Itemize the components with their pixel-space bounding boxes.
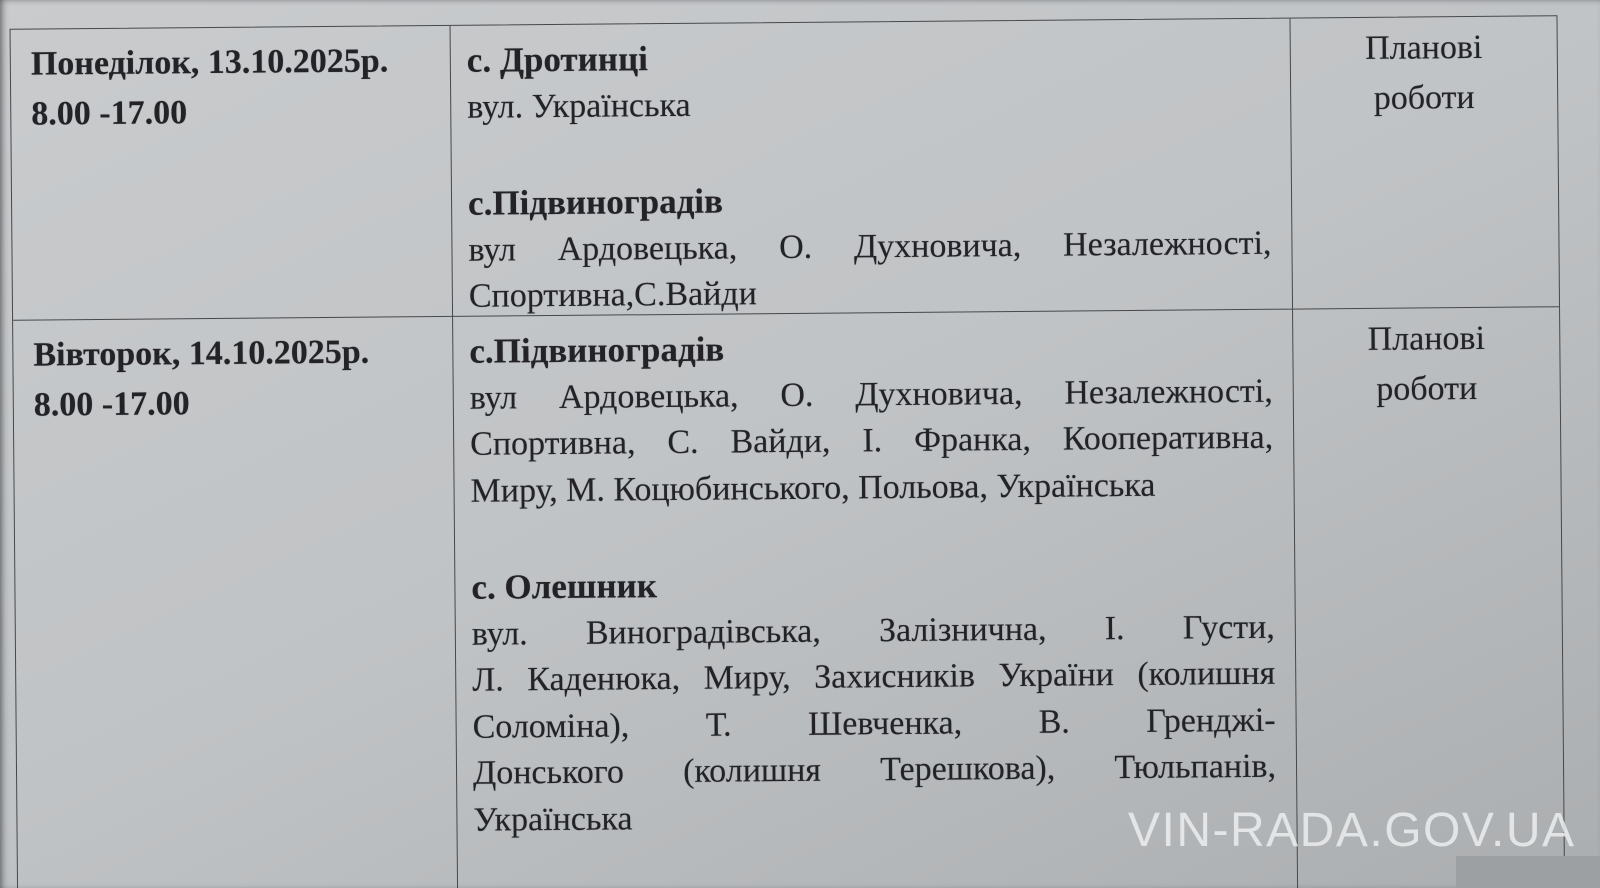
village-name: с.Підвиноградів bbox=[467, 181, 724, 223]
village-name: с.Підвиноградів bbox=[469, 329, 725, 371]
work-type-line: Планові bbox=[1364, 28, 1483, 67]
photo-corner-shade bbox=[1456, 856, 1600, 888]
street-line: Спортивна, С. Вайди, І. Франка, Кооперативна, bbox=[470, 418, 1274, 463]
work-type-line: роботи bbox=[1376, 369, 1478, 408]
location-block bbox=[467, 31, 1271, 131]
locations-cell bbox=[451, 19, 1294, 317]
date-line: Вівторок, 14.10.2025р. bbox=[33, 333, 370, 374]
street-line: Донського (колишня Терешкова), Тюльпанів, bbox=[472, 747, 1277, 792]
work-type-line: роботи bbox=[1373, 78, 1475, 117]
street-line: вул. Українська bbox=[467, 86, 691, 126]
time-line: 8.00 -17.00 bbox=[33, 385, 190, 424]
street-line: вул Ардовецька, О. Духновича, Незалежності, bbox=[468, 224, 1272, 269]
street-line: вул. Виноградівська, Залізнична, І. Густи, bbox=[471, 608, 1275, 653]
location-block bbox=[471, 558, 1276, 844]
street-line: Соломіна), Т. Шевченка, В. Гренджі- bbox=[472, 701, 1276, 746]
location-block bbox=[469, 322, 1274, 515]
village-name: с. Олешник bbox=[471, 566, 658, 607]
work-type-cell bbox=[1293, 307, 1565, 888]
date-line: Понеділок, 13.10.2025р. bbox=[30, 42, 389, 83]
date-cell bbox=[13, 317, 459, 888]
watermark: VIN-RADA.GOV.UA bbox=[1128, 804, 1576, 857]
street-line: вул Ардовецька, О. Духновича, Незалежності, bbox=[469, 372, 1273, 417]
village-name: с. Дротинці bbox=[466, 39, 649, 80]
work-type-line: Планові bbox=[1367, 319, 1486, 358]
street-line: Л. Каденюка, Миру, Захисників України (колишня bbox=[472, 654, 1276, 699]
date-cell bbox=[11, 26, 454, 321]
street-line: Українська bbox=[473, 799, 633, 839]
work-type-cell bbox=[1290, 16, 1559, 309]
time-line: 8.00 -17.00 bbox=[31, 94, 188, 133]
location-block bbox=[468, 174, 1272, 317]
street-line: Спортивна,С.Вайди bbox=[468, 275, 758, 315]
outage-schedule-table bbox=[10, 15, 1566, 888]
locations-cell bbox=[453, 310, 1299, 888]
street-line: Миру, М. Коцюбинського, Польова, Українська bbox=[470, 466, 1156, 510]
